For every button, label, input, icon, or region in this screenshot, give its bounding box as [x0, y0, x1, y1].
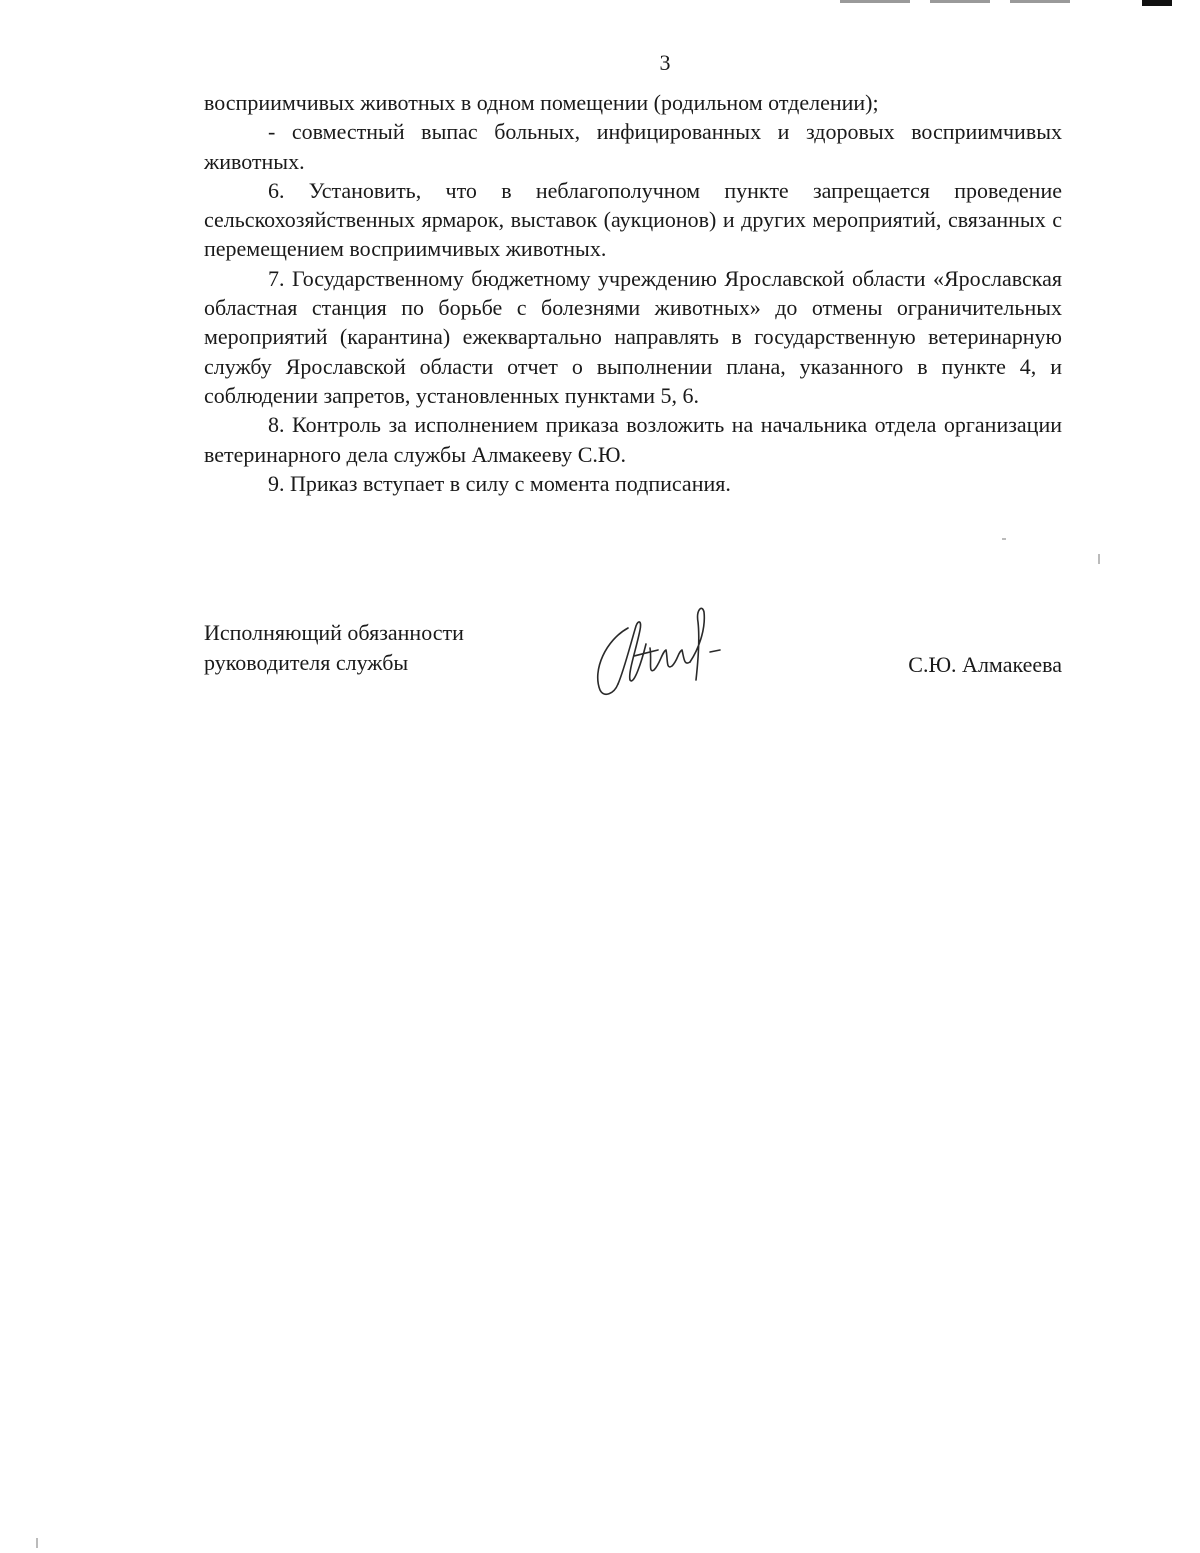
- paragraph-joint-grazing: - совместный выпас больных, инфицированных и здоровых восприимчивых животных.: [204, 119, 1062, 174]
- scan-speck: [1098, 554, 1100, 564]
- document-body: [204, 88, 1062, 498]
- scan-speck: [1002, 538, 1006, 540]
- page-number: 3: [659, 50, 671, 75]
- signatory-position-line2: руководителя службы: [204, 650, 409, 675]
- paragraph-item-6: 6. Установить, что в неблагополучном пункте запрещается проведение сельскохозяйственных ярмарок, выставок (аукционов) и других мероприятий, связанных с перемещением восприимчивых животных.: [204, 177, 1062, 262]
- handwritten-signature: [588, 600, 738, 705]
- scan-header-mark: [790, 0, 1200, 6]
- paragraph-continuation: восприимчивых животных в одном помещении (родильном отделении);: [204, 90, 879, 115]
- paragraph-item-7: 7. Государственному бюджетному учреждению Ярославской области «Ярославская областная станция по борьбе с болезнями животных» до отмены ограничительных мероприятий (карантина) ежеквартально направлять в государственную ветеринарную службу Ярославской области отчет о выполнении плана, указанного в пункте 4, и соблюдении запретов, установленных пунктами 5, 6.: [204, 265, 1062, 408]
- signatory-position-line1: Исполняющий обязанности: [204, 620, 464, 645]
- signatory-name: С.Ю. Алмакеева: [908, 652, 1062, 677]
- paragraph-item-8: 8. Контроль за исполнением приказа возложить на начальника отдела организации ветеринарного дела службы Алмакееву С.Ю.: [204, 412, 1062, 467]
- scan-speck: [36, 1538, 38, 1548]
- signatory-position: [204, 618, 464, 678]
- paragraph-item-9: 9. Приказ вступает в силу с момента подписания.: [268, 470, 731, 496]
